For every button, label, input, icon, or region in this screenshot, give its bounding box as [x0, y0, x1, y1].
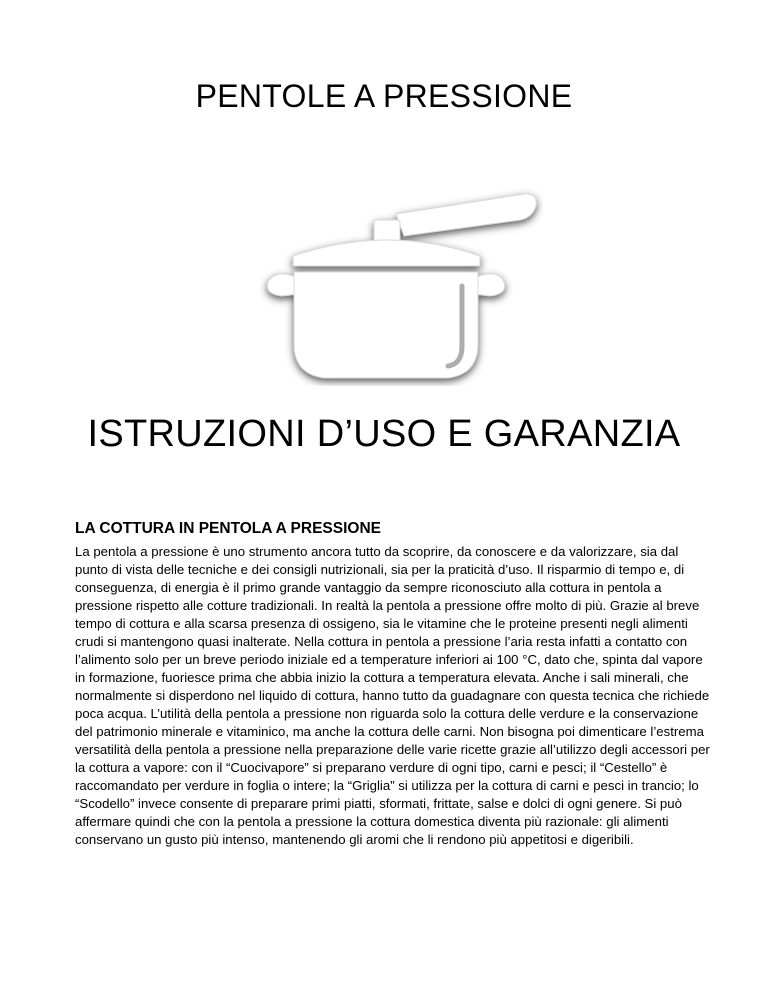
pot-handle — [396, 194, 536, 236]
pot-left-handle — [267, 274, 298, 296]
pot-lid — [293, 240, 480, 266]
document-title: PENTOLE A PRESSIONE — [195, 78, 573, 114]
document-subtitle: ISTRUZIONI D’USO E GARANZIA — [87, 413, 681, 455]
section-heading: LA COTTURA IN PENTOLA A PRESSIONE — [75, 520, 381, 537]
pressure-cooker-icon — [198, 166, 543, 386]
section-body-paragraph: La pentola a pressione è uno strumento ancora tutto da scoprire, da conoscere e da valorizzare, sia dal punto di vista delle tecniche e dei consigli nutrizionali, sia per la praticità d’uso. Il risparmio di tempo e, di conseguenza, di energia è il primo grande vantaggio da sempre riconosciuto alla cottura in pentola a pressione rispetto alle cotture tradizionali. In realtà la pentola a pressione offre molto di più. Grazie al breve tempo di cottura e alla scarsa presenza di ossigeno, sia le vitamine che le proteine presenti negli alimenti crudi si mantengono quasi inalterate. Nella cottura in pentola a pressione l’aria resta infatti a contatto con l’alimento solo per un breve periodo iniziale ed a temperature inferiori ai 100 °C, dato che, spinta dal vapore in formazione, fuoriesce prima che abbia inizio la cottura a temperatura elevata. Anche i sali minerali, che normalmente si disperdono nel liquido di cottura, hanno tutto da guadagnare con questa tecnica che richiede poca acqua. L’utilità della pentola a pressione non riguarda solo la cottura delle verdure e la conservazione del patrimonio minerale e vitaminico, ma anche la cottura delle carni. Non bisogna poi dimenticare l’estrema versatilità della pentola a pressione nella preparazione delle varie ricette grazie all’utilizzo degli accessori per la cottura a vapore: con il “Cuocivapore” si preparano verdure di ogni tipo, carni e pesci; il “Cestello” è raccomandato per verdure in foglia o intere; la “Griglia” si utilizza per la cottura di carni e pesci in trancio; lo “Scodello” invece consente di preparare primi piatti, sformati, frittate, salse e dolci di ogni genere. Si può affermare quindi che con la pentola a pressione la cottura domestica diventa più razionale: gli alimenti conservano un gusto più intenso, mantenendo gli aromi che li rendono più appetitosi e digeribili. — [75, 544, 710, 847]
pot-body — [294, 272, 478, 378]
pot-right-handle — [474, 274, 505, 296]
